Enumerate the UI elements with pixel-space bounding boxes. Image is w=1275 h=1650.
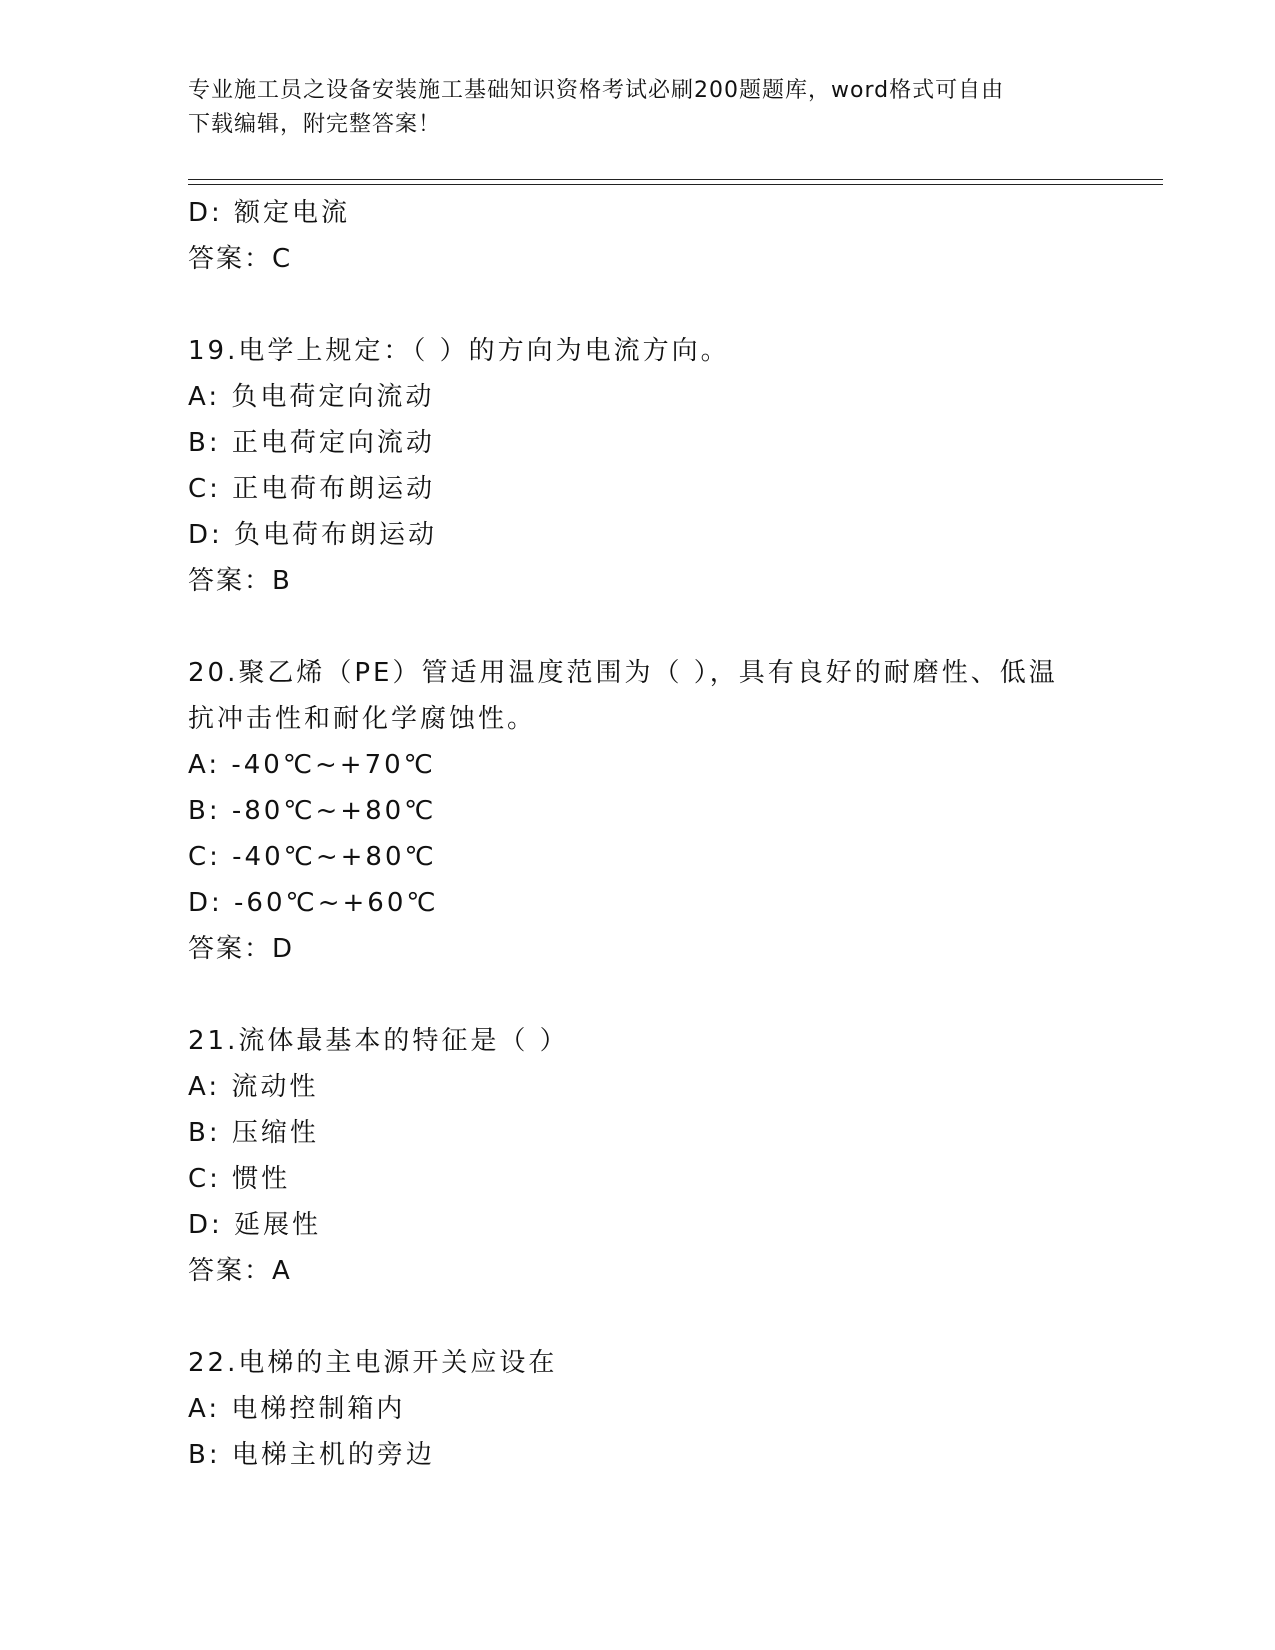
question-20-text-line-1: 20.聚乙烯（PE）管适用温度范围为（ ），具有良好的耐磨性、低温 (188, 658, 1058, 688)
question-20-answer: 答案：D (188, 934, 295, 964)
question-19-text: 19.电学上规定：（ ）的方向为电流方向。 (188, 336, 730, 366)
question-19-answer: 答案：B (188, 566, 292, 596)
question-20-text-line-2: 抗冲击性和耐化学腐蚀性。 (188, 704, 537, 734)
question-21-option-b: B: 压缩性 (188, 1118, 319, 1148)
question-20-option-d: D: -60℃~+60℃ (188, 888, 439, 918)
spacer (188, 282, 1088, 328)
question-20-option-b: B: -80℃~+80℃ (188, 796, 437, 826)
header-line-1: 专业施工员之设备安装施工基础知识资格考试必刷200题题库，word格式可自由 (188, 78, 1005, 103)
question-21-option-a: A: 流动性 (188, 1072, 319, 1102)
question-21-text: 21.流体最基本的特征是（ ） (188, 1026, 569, 1056)
question-22-option-b: B: 电梯主机的旁边 (188, 1440, 435, 1470)
question-21-answer: 答案：A (188, 1256, 292, 1286)
question-22-option-a: A: 电梯控制箱内 (188, 1394, 406, 1424)
question-19-option-a: A: 负电荷定向流动 (188, 382, 435, 412)
question-19-option-d: D: 负电荷布朗运动 (188, 520, 438, 550)
prev-answer: 答案：C (188, 244, 293, 274)
question-22-text: 22.电梯的主电源开关应设在 (188, 1348, 558, 1378)
document-header (188, 74, 1088, 142)
question-20-option-c: C: -40℃~+80℃ (188, 842, 437, 872)
prev-option-d: D: 额定电流 (188, 198, 351, 228)
spacer (188, 972, 1088, 1018)
header-divider-top (188, 179, 1163, 180)
question-21-option-c: C: 惯性 (188, 1164, 291, 1194)
header-divider-bottom (188, 184, 1163, 185)
question-19-option-c: C: 正电荷布朗运动 (188, 474, 436, 504)
header-line-2: 下载编辑，附完整答案！ (188, 112, 442, 137)
question-19-option-b: B: 正电荷定向流动 (188, 428, 435, 458)
question-content (188, 190, 1088, 1478)
question-21-option-d: D: 延展性 (188, 1210, 322, 1240)
spacer (188, 1294, 1088, 1340)
spacer (188, 604, 1088, 650)
question-20-option-a: A: -40℃~+70℃ (188, 750, 436, 780)
